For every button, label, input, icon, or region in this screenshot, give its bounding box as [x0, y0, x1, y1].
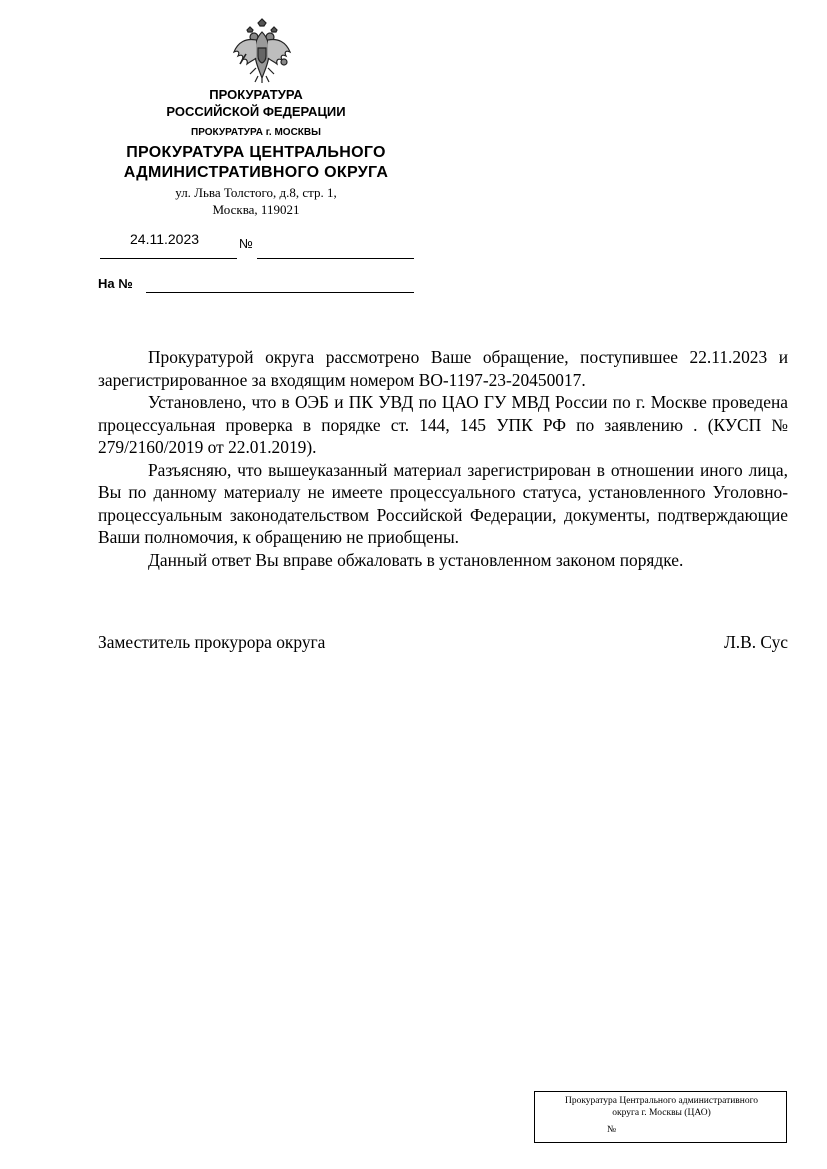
date-underline [100, 258, 237, 259]
paragraph: Установлено, что в ОЭБ и ПК УВД по ЦАО ГУ МВД России по г. Москве проведена процессуальная проверка в порядке ст. 144, 145 УПК РФ по заявлению . (КУСП № 279/2160/2019 от 22.01.2019). [98, 392, 788, 457]
reply-to-underline [146, 292, 414, 293]
number-underline [257, 258, 414, 259]
org-name-line3: ПРОКУРАТУРА г. МОСКВЫ [191, 127, 321, 138]
address-line1: ул. Льва Толстого, д.8, стр. 1, [175, 185, 337, 200]
stamp-line2: округа г. Москвы (ЦАО) [612, 1108, 711, 1118]
paragraph: Прокуратурой округа рассмотрено Ваше обращение, поступившее 22.11.2023 и зарегистрированное за входящим номером ВО-1197-23-20450017. [98, 347, 788, 390]
letter-body [98, 346, 788, 571]
signatory-name: Л.В. Сус [723, 632, 788, 652]
stamp-number-label: № [607, 1125, 617, 1135]
org-name-line2: РОССИЙСКОЙ ФЕДЕРАЦИИ [166, 104, 346, 119]
coat-of-arms-icon [228, 18, 296, 84]
registration-stamp [534, 1091, 787, 1143]
number-label: № [239, 236, 253, 251]
signatory-title: Заместитель прокурора округа [98, 632, 326, 652]
paragraph: Данный ответ Вы вправе обжаловать в установленном законом порядке. [148, 549, 684, 570]
org-name-line1: ПРОКУРАТУРА [209, 87, 303, 102]
org-name-line4: ПРОКУРАТУРА ЦЕНТРАЛЬНОГО [126, 144, 386, 161]
reply-to-label: На № [98, 276, 133, 291]
paragraph: Разъясняю, что вышеуказанный материал зарегистрирован в отношении иного лица, Вы по данному материалу не имеете процессуального статуса, установленного Уголовно-процессуальным законодательством Российской Федерации, документы, подтверждающие Ваши полномочия, к обращению не приобщены. [98, 459, 788, 547]
document-date: 24.11.2023 [130, 231, 200, 247]
stamp-line1: Прокуратура Центрального административного [564, 1096, 759, 1106]
org-name-line5: АДМИНИСТРАТИВНОГО ОКРУГА [123, 164, 389, 181]
address-line2: Москва, 119021 [212, 202, 300, 217]
